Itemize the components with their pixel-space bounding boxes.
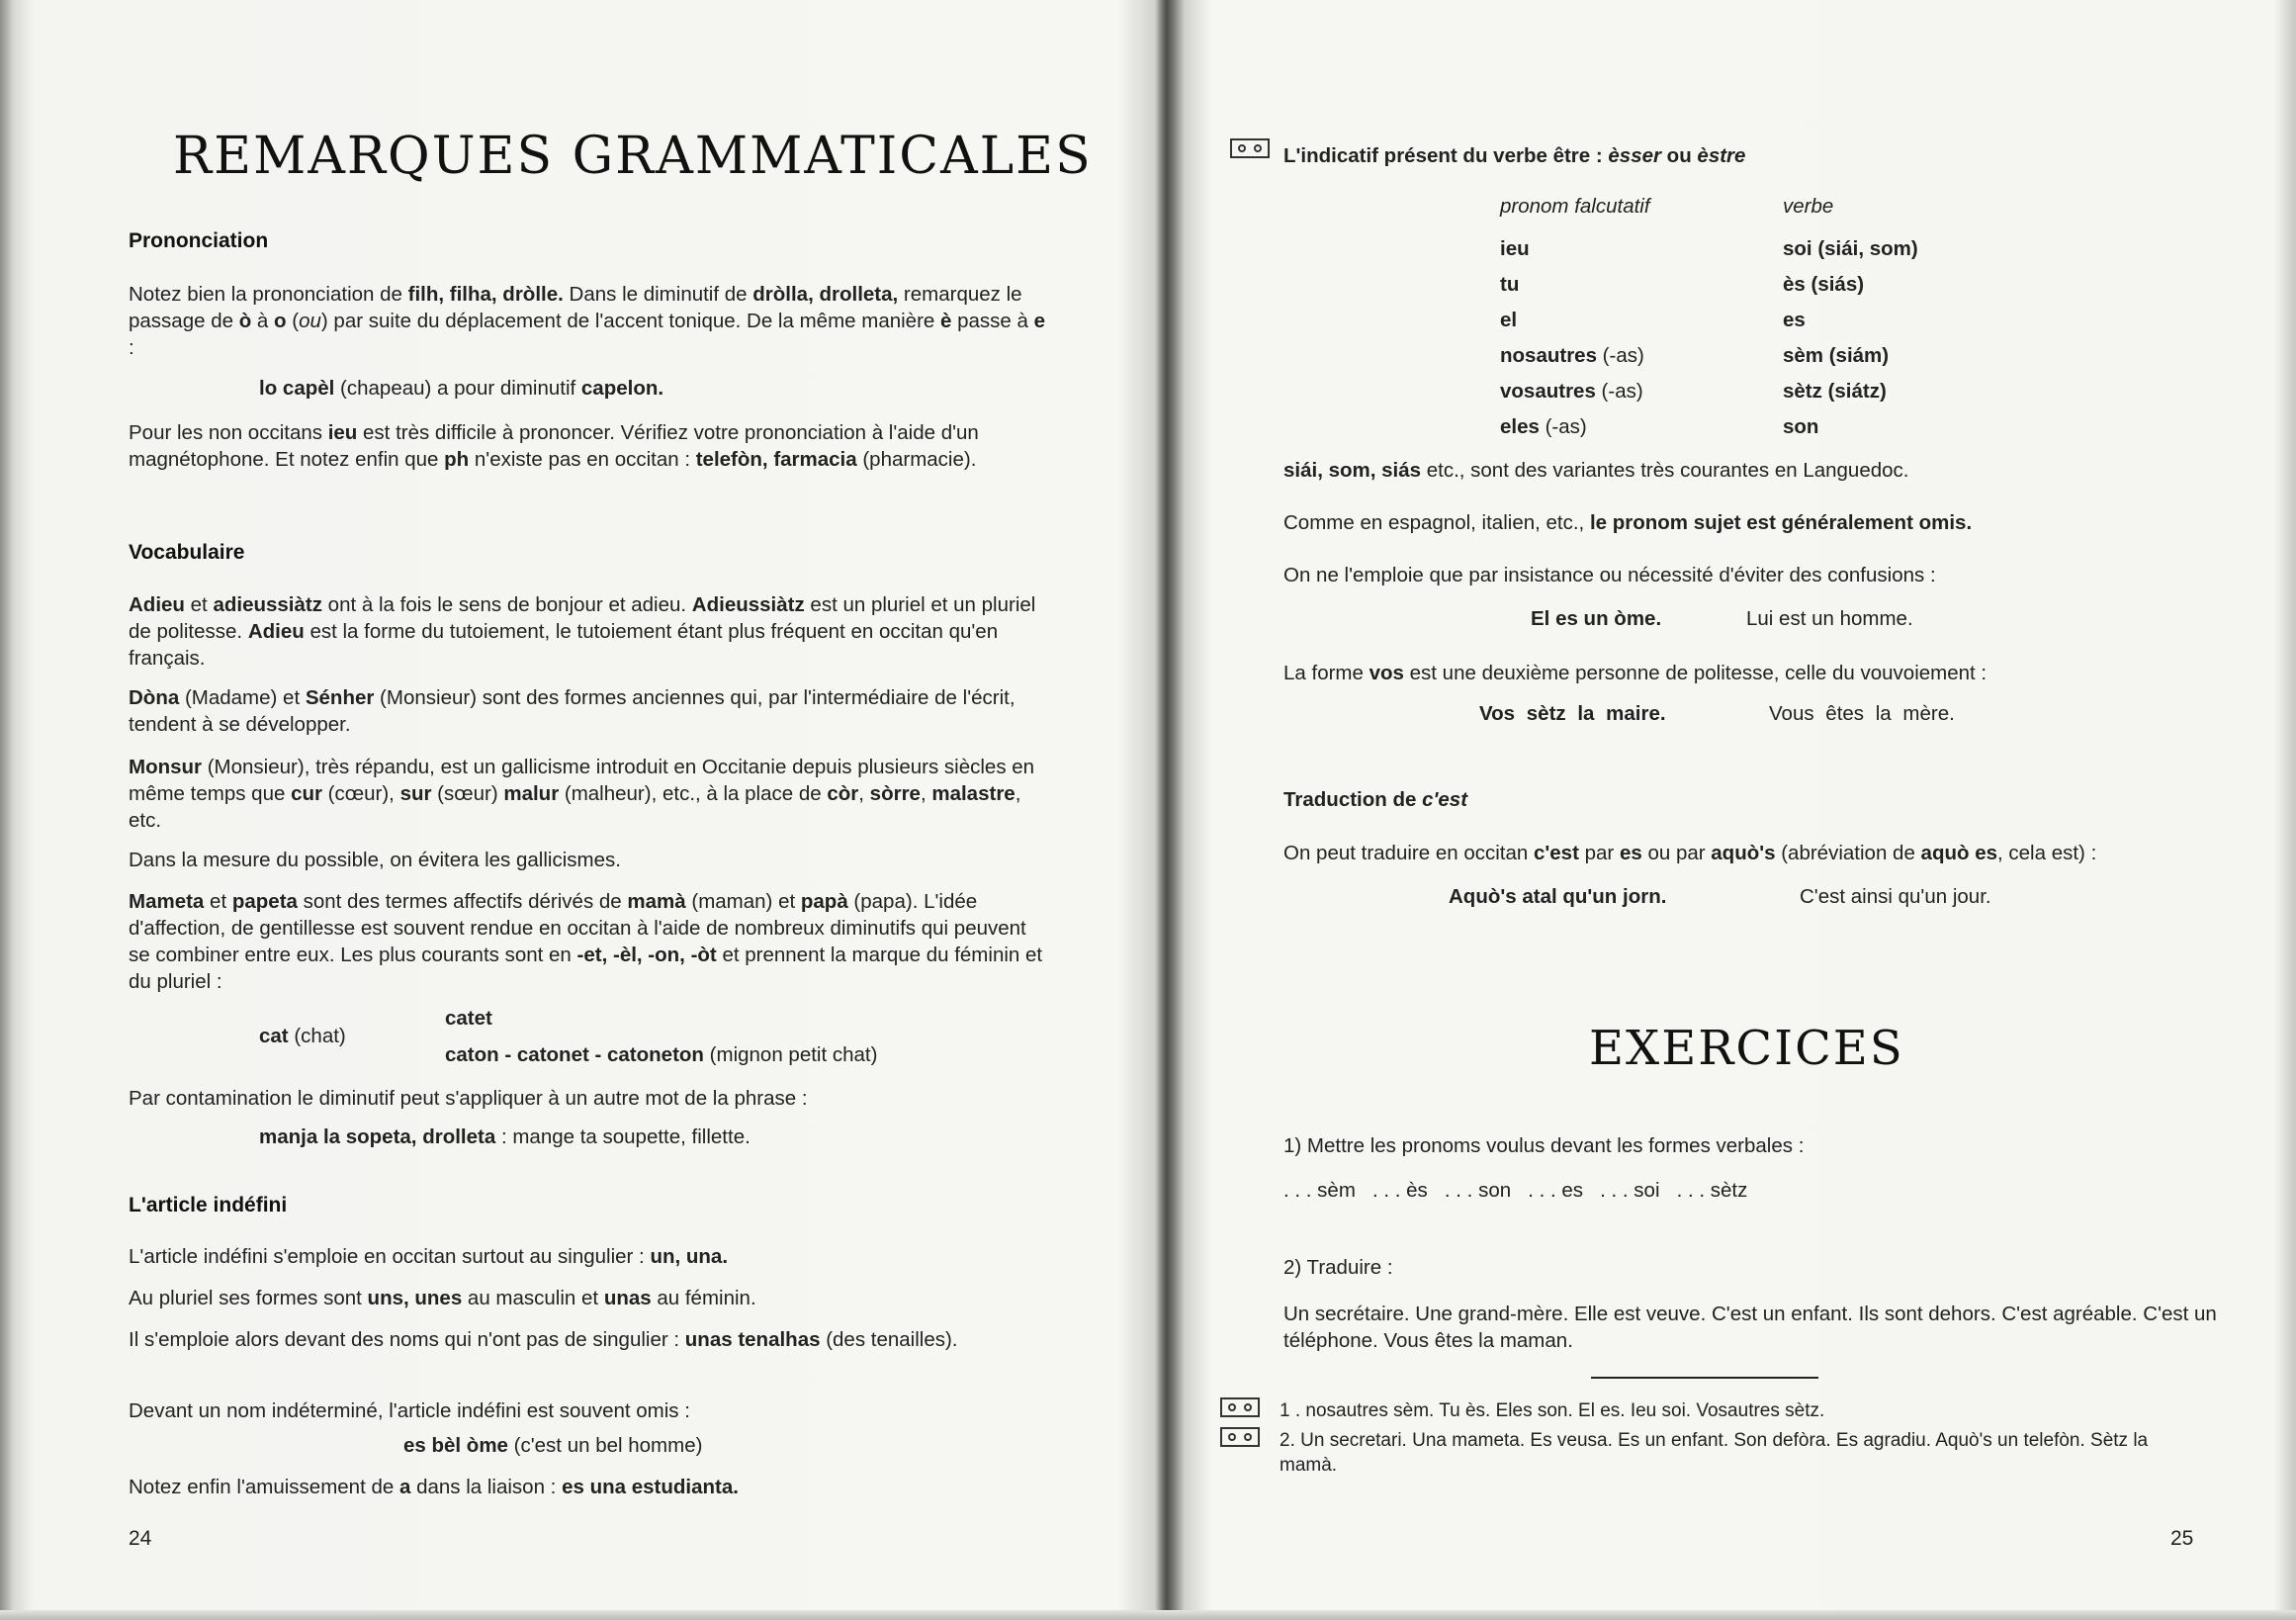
text-run: Mameta — [129, 890, 205, 913]
text-run: : — [129, 336, 134, 359]
text-run: filh, filha, dròlle. — [407, 283, 564, 306]
text-run: papeta — [231, 890, 298, 913]
text-run: mamà — [627, 890, 686, 913]
pronoun-cell — [1500, 342, 1644, 369]
verb-cell — [1783, 235, 1918, 262]
paragraph — [1283, 509, 2262, 536]
text-run: ès (siás) — [1783, 273, 1865, 296]
example-occitan: El es un òme. — [1531, 607, 1662, 630]
text-run: et — [184, 593, 214, 616]
example — [259, 1023, 346, 1049]
example — [259, 375, 1011, 402]
verb-cell — [1783, 413, 1818, 440]
text-run: unas — [603, 1287, 652, 1309]
text-run: Adieu — [129, 593, 185, 616]
text-run: ieu — [1500, 237, 1530, 260]
text-run: On peut traduire en occitan — [1283, 842, 1534, 864]
verb-cell — [1783, 307, 1806, 333]
example-french: C'est ainsi qu'un jour. — [1800, 885, 1991, 908]
text-run: capelon. — [580, 377, 664, 400]
text-run: o — [274, 310, 287, 332]
text-run: Dans la mesure du possible, on évitera les gallicismes. — [129, 849, 621, 871]
text-run: tu — [1500, 273, 1520, 296]
paragraph — [1283, 840, 2282, 866]
text-run: , etc. — [129, 782, 1021, 832]
cassette-icon — [1220, 1397, 1260, 1417]
text-run: et — [204, 890, 232, 913]
text-run: passe à — [951, 310, 1034, 332]
right-page — [1169, 0, 2296, 1620]
text-run: adieussiàtz — [213, 593, 322, 616]
cassette-icon — [1230, 138, 1270, 158]
text-run: (Monsieur) sont des formes anciennes qui, par l'intermédiaire de l'écrit, tendent à se développer. — [129, 686, 1016, 736]
text-run: par — [1578, 842, 1620, 864]
text-run: es bèl òme — [403, 1434, 508, 1457]
text-run: Dòna — [129, 686, 180, 709]
text-run: (cœur), — [321, 782, 400, 805]
exercise-forms: . . . sèm . . . ès . . . son . . . es . . . soi . . . sètz — [1283, 1179, 1748, 1202]
text-run: èstre — [1697, 144, 1746, 167]
text-run: La forme — [1283, 662, 1369, 684]
text-run: ou par — [1641, 842, 1712, 864]
exercise-instruction: 2) Traduire : — [1283, 1256, 1393, 1279]
text-run: , — [920, 782, 932, 805]
text-run: le pronom sujet est généralement omis. — [1589, 511, 1973, 534]
text-run: aquò's — [1711, 842, 1776, 864]
example — [403, 1432, 1016, 1459]
text-run: cat — [259, 1025, 289, 1047]
text-run: (-as) — [1539, 415, 1587, 438]
text-run: Dans le diminutif de — [563, 283, 753, 306]
answer-item: 1 . nosautres sèm. Tu ès. Eles son. El es. Ieu soi. Vosautres sètz. — [1280, 1400, 1825, 1421]
text-run: papà — [800, 890, 848, 913]
text-run: sur — [399, 782, 432, 805]
text-run: : mange ta soupette, fillette. — [495, 1125, 751, 1148]
text-run: telefòn, farmacia — [695, 448, 857, 471]
text-run: Au pluriel ses formes sont — [129, 1287, 368, 1309]
text-run: ou — [1660, 144, 1698, 167]
text-run: es — [1619, 842, 1642, 864]
text-run: aquò es — [1920, 842, 1998, 864]
verb-cell — [1783, 378, 1887, 405]
text-run: e — [1033, 310, 1046, 332]
example-occitan: Vos sètz la maire. — [1479, 702, 1666, 725]
text-run: (c'est un bel homme) — [507, 1434, 703, 1457]
exercise-text: Un secrétaire. Une grand-mère. Elle est veuve. C'est un enfant. Ils sont dehors. C'est agréable. C'est un téléphone. Vous êtes la maman. — [1283, 1303, 2217, 1352]
example — [445, 1041, 1038, 1068]
text-run: (des tenailles). — [820, 1328, 958, 1351]
text-run: Il s'emploie alors devant des noms qui n'ont pas de singulier : — [129, 1328, 685, 1351]
text-run: èsser — [1608, 144, 1661, 167]
page-number: 25 — [2170, 1527, 2194, 1550]
divider — [1591, 1377, 1818, 1379]
paragraph — [129, 591, 1046, 672]
text-run: uns, unes — [367, 1287, 463, 1309]
text-run: lo capèl — [259, 377, 335, 400]
text-run: au masculin et — [462, 1287, 604, 1309]
text-run: L'indicatif présent du verbe être : — [1283, 144, 1609, 167]
text-run: manja la sopeta, drolleta — [259, 1125, 496, 1148]
text-run: vosautres — [1500, 380, 1596, 403]
text-run: (-as) — [1596, 344, 1644, 367]
text-run: à — [251, 310, 275, 332]
text-run: el — [1500, 309, 1518, 331]
text-run: Comme en espagnol, italien, etc., — [1283, 511, 1590, 534]
text-run: (-as) — [1595, 380, 1643, 403]
text-run: malastre — [931, 782, 1016, 805]
text-run: malur — [503, 782, 560, 805]
example-french: Vous êtes la mère. — [1769, 702, 1955, 725]
column-header: pronom falcutatif — [1500, 195, 1650, 218]
text-run: est très difficile à prononcer. Vérifiez votre prononciation à l'aide d'un magnétophone. Et notez enfin que — [129, 421, 979, 471]
text-run: n'existe pas en occitan : — [469, 448, 696, 471]
answer-item: 2. Un secretari. Una mameta. Es veusa. Es un enfant. Son defòra. Es agradiu. Aquò's un telefòn. Sètz la mamà. — [1280, 1430, 2149, 1476]
text-run: caton - catonet - catoneton — [445, 1043, 704, 1066]
paragraph — [129, 847, 1046, 873]
pronoun-cell — [1500, 378, 1643, 405]
paragraph — [129, 1397, 1046, 1424]
text-run: ( — [286, 310, 300, 332]
text-run: , — [858, 782, 870, 805]
pronoun-cell — [1500, 271, 1519, 298]
text-run: ) par suite du déplacement de l'accent tonique. De la même manière — [320, 310, 940, 332]
paragraph — [129, 888, 1046, 995]
text-run: Pour les non occitans — [129, 421, 328, 444]
text-run: (sœur) — [431, 782, 504, 805]
paragraph — [1283, 457, 2262, 484]
text-run: Notez bien la prononciation de — [129, 283, 408, 306]
text-run: eles — [1500, 415, 1540, 438]
page-title: REMARQUES GRAMMATICALES — [173, 127, 1093, 186]
text-run: sètz (siátz) — [1783, 380, 1887, 403]
paragraph — [129, 1474, 1046, 1500]
text-run: dans la liaison : — [410, 1476, 563, 1498]
example: catet — [445, 1007, 492, 1030]
text-run: dròlla, drolleta, — [752, 283, 899, 306]
text-run: un, una. — [650, 1245, 729, 1268]
verb-cell — [1783, 342, 1889, 369]
paragraph — [129, 419, 1046, 473]
text-run: Sénher — [305, 686, 375, 709]
text-run: etc., sont des variantes très courantes en Languedoc. — [1421, 459, 1909, 482]
text-run: ont à la fois le sens de bonjour et adieu. — [321, 593, 692, 616]
text-run: est la forme du tutoiement, le tutoiement étant plus fréquent en occitan qu'en français. — [129, 620, 999, 670]
text-run: c'est — [1534, 842, 1579, 864]
text-run: ou — [299, 310, 321, 332]
text-run: siái, som, siás — [1283, 459, 1422, 482]
text-run: è — [940, 310, 952, 332]
text-run: (malheur), etc., à la place de — [559, 782, 828, 805]
exercises-title: EXERCICES — [1589, 1021, 1904, 1076]
text-run: L'article indéfini s'emploie en occitan surtout au singulier : — [129, 1245, 651, 1268]
text-run: a — [398, 1476, 411, 1498]
text-run: Devant un nom indéterminé, l'article indéfini est souvent omis : — [129, 1399, 690, 1422]
text-run: soi (siái, som) — [1783, 237, 1918, 260]
paragraph — [129, 754, 1046, 834]
text-run: (papa). L'idée d'affection, de gentillesse est souvent rendue en occitan à l'aide de nombreux diminutifs qui peuvent se combiner entre eux. Les plus courants sont en — [129, 890, 1026, 966]
paragraph — [129, 1285, 1046, 1311]
text-run: (Madame) et — [179, 686, 306, 709]
text-run: cur — [291, 782, 322, 805]
text-run: remarquez le passage de — [129, 283, 1022, 332]
text-run: son — [1783, 415, 1819, 438]
paragraph — [129, 684, 1046, 738]
paragraph — [129, 1243, 1046, 1270]
text-run: , cela est) : — [1997, 842, 2097, 864]
text-run: est un pluriel et un pluriel de politesse. — [129, 593, 1036, 643]
text-run: ph — [444, 448, 470, 471]
text-run: sòrre — [869, 782, 921, 805]
text-run: (chat) — [288, 1025, 346, 1047]
cassette-icon — [1220, 1427, 1260, 1447]
column-header: verbe — [1783, 195, 1834, 218]
section-heading: Vocabulaire — [129, 541, 245, 564]
exercise-instruction: 1) Mettre les pronoms voulus devant les formes verbales : — [1283, 1134, 1805, 1157]
text-run: (chapeau) a pour diminutif — [334, 377, 581, 400]
text-run: vos — [1369, 662, 1404, 684]
pronoun-cell — [1500, 413, 1587, 440]
paragraph — [129, 281, 1046, 361]
text-run: On ne l'emploie que par insistance ou nécessité d'éviter des confusions : — [1283, 564, 1936, 586]
paragraph — [1283, 660, 2262, 686]
text-run: unas tenalhas — [684, 1328, 821, 1351]
text-run: (mignon petit chat) — [703, 1043, 878, 1066]
text-run: Adieu — [247, 620, 305, 643]
text-run: (pharmacie). — [856, 448, 977, 471]
section-heading — [1283, 786, 2173, 813]
text-run: (Monsieur), très répandu, est un gallicisme introduit en Occitanie depuis plusieurs siècles en même temps que — [129, 756, 1035, 805]
text-run: au féminin. — [651, 1287, 756, 1309]
verb-cell — [1783, 271, 1864, 298]
text-run: es una estudianta. — [562, 1476, 739, 1498]
example — [259, 1124, 1011, 1150]
text-run: (abréviation de — [1775, 842, 1921, 864]
page-number: 24 — [129, 1527, 152, 1550]
section-heading — [1283, 142, 2173, 169]
text-run: Adieussiàtz — [691, 593, 805, 616]
text-run: sèm (siám) — [1783, 344, 1890, 367]
text-run: còr — [827, 782, 859, 805]
paragraph — [129, 1085, 1046, 1112]
pronoun-cell — [1500, 235, 1530, 262]
text-run: es — [1783, 309, 1806, 331]
text-run: Notez enfin l'amuissement de — [129, 1476, 399, 1498]
paragraph — [129, 1326, 1046, 1353]
example-occitan: Aquò's atal qu'un jorn. — [1449, 885, 1667, 908]
text-run: Monsur — [129, 756, 203, 778]
text-run: est une deuxième personne de politesse, celle du vouvoiement : — [1403, 662, 1987, 684]
text-run: Traduction de — [1283, 788, 1423, 811]
text-run: ieu — [327, 421, 358, 444]
text-run: sont des termes affectifs dérivés de — [297, 890, 628, 913]
paragraph — [1283, 562, 2262, 588]
section-heading: Prononciation — [129, 229, 269, 252]
section-heading: L'article indéfini — [129, 1194, 288, 1216]
text-run: -et, -èl, -on, -òt — [576, 944, 717, 966]
text-run: (maman) et — [685, 890, 801, 913]
text-run: ò — [238, 310, 252, 332]
example-french: Lui est un homme. — [1746, 607, 1913, 630]
text-run: nosautres — [1500, 344, 1597, 367]
text-run: et prennent la marque du féminin et du pluriel : — [129, 944, 1043, 993]
pronoun-cell — [1500, 307, 1517, 333]
text-run: c'est — [1422, 788, 1468, 811]
text-run: Par contamination le diminutif peut s'appliquer à un autre mot de la phrase : — [129, 1087, 808, 1110]
